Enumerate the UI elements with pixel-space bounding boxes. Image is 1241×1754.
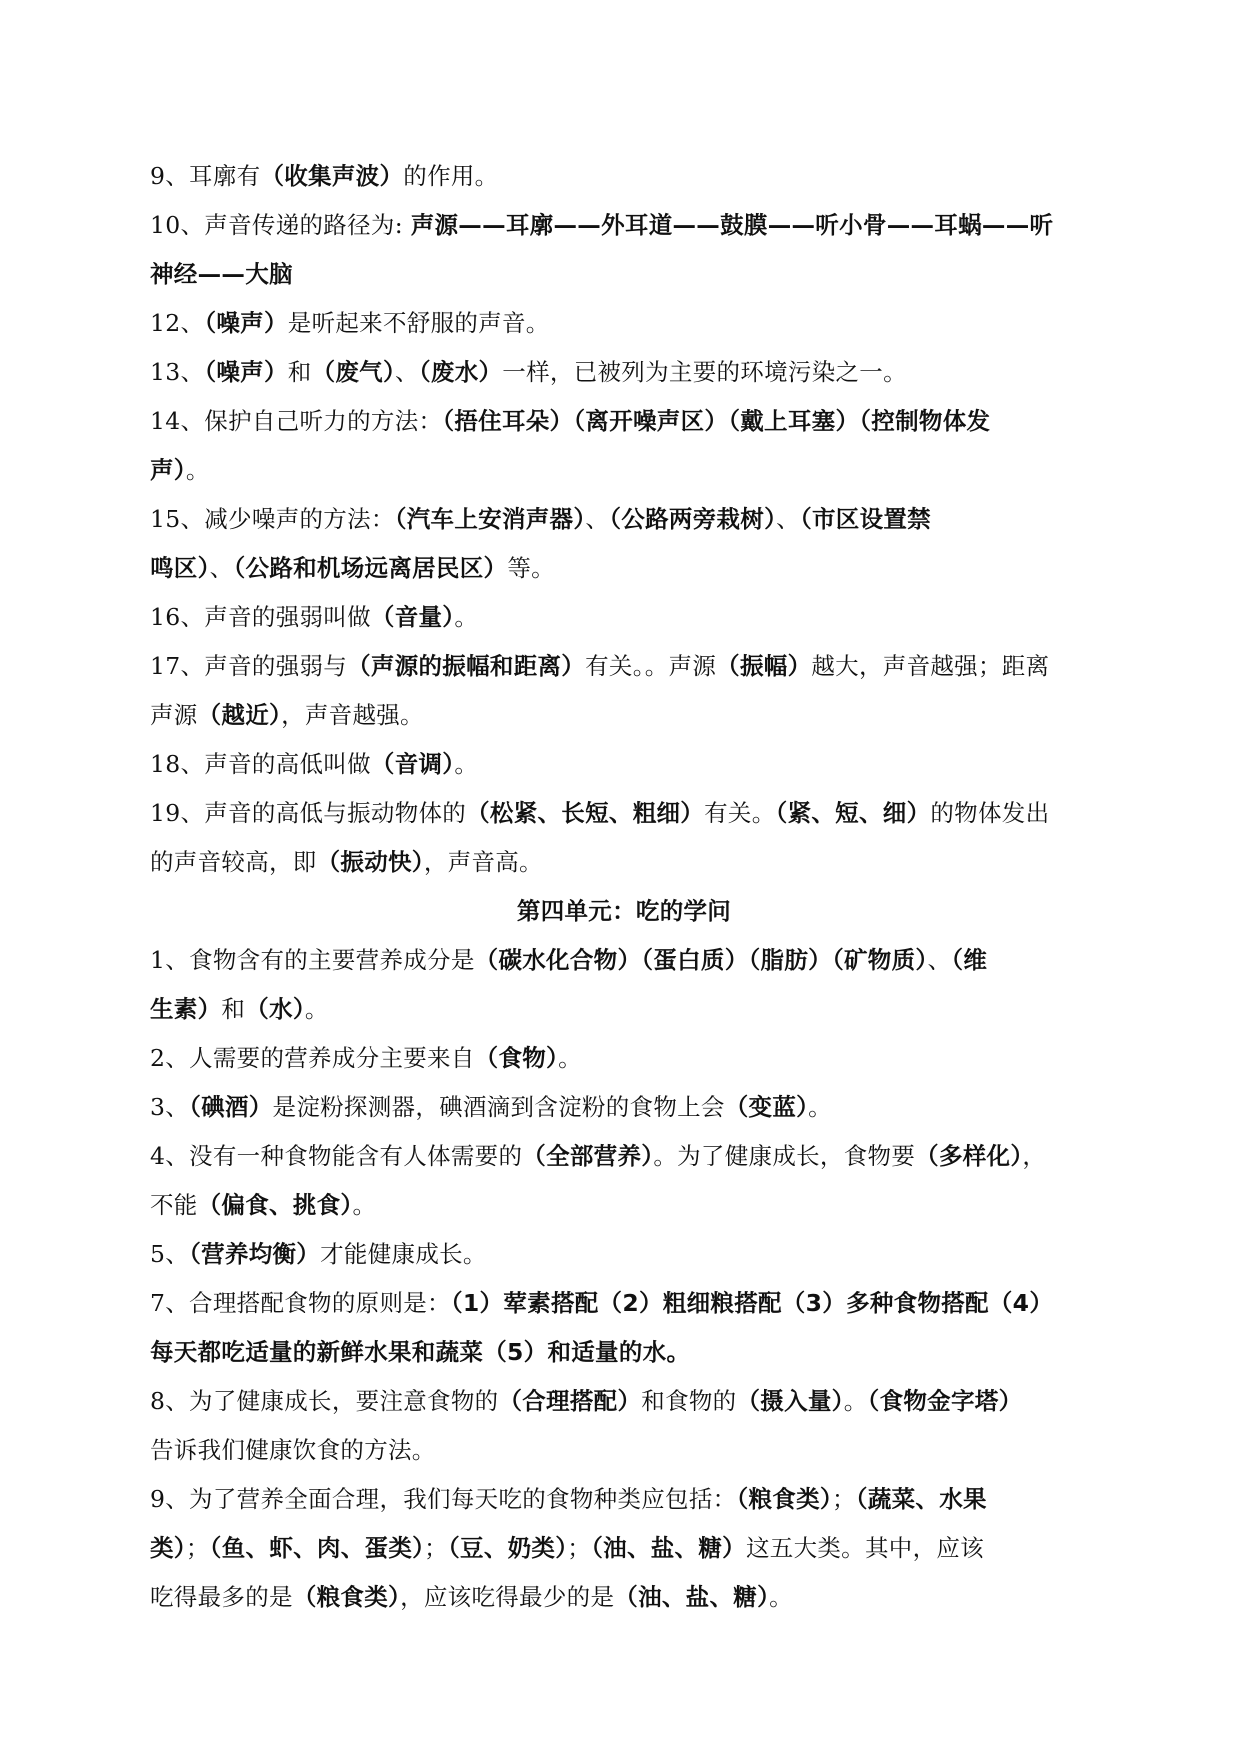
text-segment: 13、 [150, 358, 205, 386]
text-segment: ； [831, 1485, 856, 1513]
bold-answer: （废水） [418, 358, 503, 386]
bold-answer: （噪声） [204, 309, 288, 337]
bold-answer: （振动快） [316, 848, 424, 876]
text-segment: 、 [209, 554, 234, 582]
bold-answer: （音调） [370, 750, 455, 778]
bold-answer: （维 [951, 946, 988, 974]
text-segment: 的作用。 [403, 162, 499, 190]
text-segment: 9、为了营养全面合理，我们每天吃的食物种类应包括： [150, 1485, 737, 1513]
text-line [150, 838, 1098, 887]
bold-answer: 神经——大脑 [150, 260, 293, 288]
text-segment: 越大，声音越强；距离 [811, 652, 1050, 680]
text-segment: 、 [927, 946, 952, 974]
text-line [150, 348, 1098, 397]
text-line [150, 152, 1098, 201]
bold-answer: （松紧、长短、粗细） [466, 799, 705, 827]
text-segment: 才能健康成长。 [320, 1240, 487, 1268]
text-segment: 、 [776, 505, 800, 533]
bold-answer: 第四单元：吃的学问 [516, 897, 732, 925]
text-segment: 、 [395, 358, 419, 386]
text-line [150, 1279, 1098, 1328]
text-line [150, 1181, 1098, 1230]
text-segment: ； [567, 1534, 592, 1562]
text-segment: 17、声音的强弱与 [150, 652, 348, 680]
text-segment: 一样，已被列为主要的环境污染之一。 [502, 358, 907, 386]
bold-answer: （声源的振幅和距离） [347, 652, 586, 680]
text-line [150, 250, 1098, 299]
text-segment: 。 [843, 1387, 868, 1415]
bold-answer: （全部营养） [522, 1142, 654, 1170]
text-segment: 告诉我们健康饮食的方法。 [150, 1436, 436, 1464]
bold-answer: （水） [245, 995, 305, 1023]
text-line [150, 985, 1098, 1034]
bold-answer: （蔬菜、水果 [855, 1485, 987, 1513]
bold-answer: （公路和机场远离居民区） [233, 554, 508, 582]
text-segment: 8、为了健康成长，要注意食物的 [150, 1387, 499, 1415]
bold-answer: （市区设置禁 [799, 505, 931, 533]
section-heading [150, 887, 1098, 936]
bold-answer: 类） [150, 1534, 186, 1562]
text-segment: 的声音较高，即 [150, 848, 317, 876]
text-segment: 。 [454, 603, 479, 631]
bold-answer: （公路两旁栽树） [609, 505, 777, 533]
text-segment: ，声音越强。 [281, 701, 424, 729]
text-segment: 。 [558, 1044, 582, 1072]
text-segment: 和食物的 [641, 1387, 737, 1415]
text-segment: 这五大类。其中，应该 [745, 1534, 984, 1562]
bold-answer: 每天都吃适量的新鲜水果和蔬菜（5）和适量的水。 [150, 1338, 691, 1366]
text-segment: 有关。。声源 [585, 652, 717, 680]
text-segment: 5、 [150, 1240, 190, 1268]
text-line [150, 1524, 1098, 1573]
text-segment: 12、 [150, 309, 205, 337]
document-body [150, 152, 1098, 1622]
bold-answer: （豆、奶类） [447, 1534, 568, 1562]
text-segment: 是听起来不舒服的声音。 [287, 309, 550, 337]
text-line [150, 299, 1098, 348]
bold-answer: （多样化） [915, 1142, 1023, 1170]
text-segment: 15、减少噪声的方法： [150, 505, 395, 533]
text-line [150, 936, 1098, 985]
bold-answer: （粮食类） [736, 1485, 832, 1513]
text-line [150, 1328, 1098, 1377]
bold-answer: （食物） [474, 1044, 559, 1072]
text-line [150, 495, 1098, 544]
text-segment: 。 [454, 750, 479, 778]
text-segment: ，应该吃得最少的是 [400, 1583, 615, 1611]
text-line [150, 642, 1098, 691]
text-segment: 。 [304, 995, 329, 1023]
text-segment: 和 [221, 995, 246, 1023]
bold-answer: （食物金字塔） [867, 1387, 1023, 1415]
bold-answer: 鸣区） [150, 554, 210, 582]
text-segment: 、 [585, 505, 610, 533]
text-line [150, 397, 1098, 446]
text-segment: 18、声音的高低叫做 [150, 750, 371, 778]
text-line [150, 1132, 1098, 1181]
bold-answer: 生素） [150, 995, 222, 1023]
text-line [150, 1475, 1098, 1524]
text-segment: 14、保护自己听力的方法： [150, 407, 443, 435]
text-segment: 是淀粉探测器，碘酒滴到含淀粉的食物上会 [272, 1093, 725, 1121]
bold-answer: （1）荤素搭配（2）粗细粮搭配（3）多种食物搭配（4） [450, 1289, 1054, 1317]
text-line [150, 544, 1098, 593]
text-segment: 19、声音的高低与振动物体的 [150, 799, 467, 827]
text-segment: 等。 [507, 554, 555, 582]
text-segment: ， [1022, 1142, 1047, 1170]
text-segment: 2、人需要的营养成分主要来自 [150, 1044, 475, 1072]
text-segment: 1、食物含有的主要营养成分是 [150, 946, 475, 974]
text-segment: 和 [287, 358, 312, 386]
text-segment: 。 [185, 456, 210, 484]
bold-answer: （粮食类） [292, 1583, 401, 1611]
bold-answer: （偏食、挑食） [197, 1191, 353, 1219]
text-line [150, 593, 1098, 642]
bold-answer: （噪声） [204, 358, 288, 386]
text-segment: 吃得最多的是 [150, 1583, 293, 1611]
bold-answer: （油、盐、糖） [591, 1534, 746, 1562]
text-segment: 9、耳廓有 [150, 162, 261, 190]
text-line [150, 446, 1098, 495]
text-segment: 的物体发出 [930, 799, 1050, 827]
text-line [150, 201, 1098, 250]
bold-answer: （营养均衡） [189, 1240, 321, 1268]
bold-answer: 声） [150, 456, 186, 484]
text-segment: ； [424, 1534, 448, 1562]
text-segment: 。为了健康成长，食物要 [653, 1142, 916, 1170]
text-line [150, 740, 1098, 789]
text-line [150, 1377, 1098, 1426]
bold-answer: （废气） [311, 358, 396, 386]
bold-answer: （音量） [370, 603, 455, 631]
bold-answer: （收集声波） [260, 162, 404, 190]
text-segment: ，声音高。 [423, 848, 543, 876]
text-segment: 有关。 [704, 799, 776, 827]
text-segment: 。 [808, 1093, 832, 1121]
text-segment: 16、声音的强弱叫做 [150, 603, 371, 631]
text-segment: ； [185, 1534, 210, 1562]
text-line [150, 691, 1098, 740]
bold-answer: （碳水化合物）（蛋白质）（脂肪）（矿物质） [474, 946, 928, 974]
bold-answer: （合理搭配） [498, 1387, 642, 1415]
bold-answer: （摄入量） [736, 1387, 844, 1415]
text-line [150, 1573, 1098, 1622]
bold-answer: （碘酒） [189, 1093, 273, 1121]
text-segment: 不能 [150, 1191, 198, 1219]
text-line [150, 1426, 1098, 1475]
text-segment: 。 [769, 1583, 793, 1611]
text-segment: 4、没有一种食物能含有人体需要的 [150, 1142, 523, 1170]
text-line [150, 1034, 1098, 1083]
bold-answer: （振幅） [716, 652, 812, 680]
text-segment: 10、声音传递的路径为: [150, 211, 411, 239]
bold-answer: （越近） [197, 701, 282, 729]
text-segment: 。 [352, 1191, 377, 1219]
text-segment: 3、 [150, 1093, 190, 1121]
bold-answer: （变蓝） [724, 1093, 809, 1121]
bold-answer: 声源——耳廓——外耳道——鼓膜——听小骨——耳蜗——听 [410, 211, 1054, 239]
text-segment: 7、合理搭配食物的原则是： [150, 1289, 451, 1317]
bold-answer: （鱼、虾、肉、蛋类） [209, 1534, 425, 1562]
text-line [150, 1230, 1098, 1279]
text-line [150, 1083, 1098, 1132]
text-segment: 声源 [150, 701, 198, 729]
bold-answer: （紧、短、细） [775, 799, 931, 827]
text-line [150, 789, 1098, 838]
bold-answer: （捂住耳朵）（离开噪声区）（戴上耳塞）（控制物体发 [442, 407, 991, 435]
bold-answer: （油、盐、糖） [614, 1583, 770, 1611]
bold-answer: （汽车上安消声器） [394, 505, 586, 533]
